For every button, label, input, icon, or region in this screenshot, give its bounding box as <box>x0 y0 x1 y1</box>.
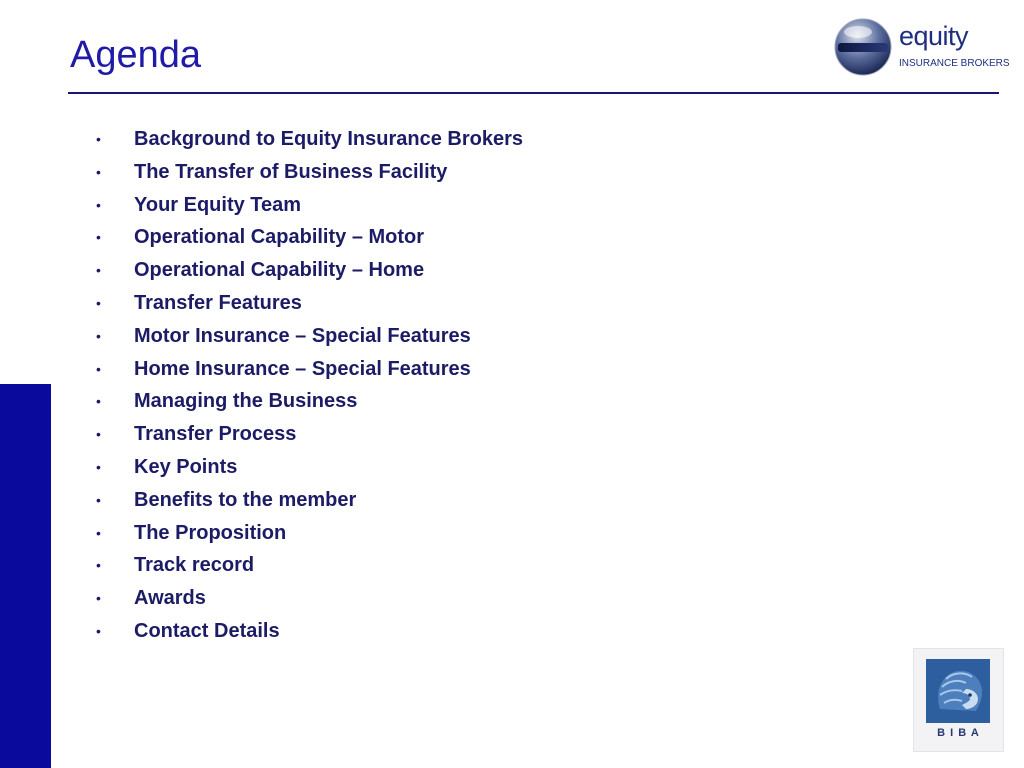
equity-orb-icon <box>834 18 892 76</box>
bullet: • <box>96 163 101 180</box>
agenda-item-text: Motor Insurance – Special Features <box>134 324 471 347</box>
bullet: • <box>96 393 101 410</box>
bullet: • <box>96 262 101 279</box>
agenda-item-text: Awards <box>134 587 206 610</box>
title-divider <box>68 92 999 94</box>
logo-tagline: INSURANCE BROKERS <box>899 58 1010 69</box>
agenda-item-text: Benefits to the member <box>134 488 357 511</box>
page-title: Agenda <box>70 34 202 76</box>
agenda-item-text: Contact Details <box>134 619 280 642</box>
agenda-item-text: Operational Capability – Motor <box>134 226 425 249</box>
bullet: • <box>96 458 101 475</box>
agenda-item-text: Transfer Features <box>134 291 302 314</box>
biba-badge <box>913 648 1004 752</box>
biba-letters: B I B A <box>937 727 980 739</box>
bullet: • <box>96 360 101 377</box>
bullet: • <box>96 327 101 344</box>
bullet: • <box>96 622 101 639</box>
agenda-item-text: Operational Capability – Home <box>134 259 425 282</box>
equity-logo <box>834 18 1010 80</box>
bullet: • <box>96 131 101 147</box>
logo-wordmark: equity <box>899 21 969 51</box>
agenda-item-text: Background to Equity Insurance Brokers <box>134 128 523 150</box>
agenda-item-text: Track record <box>134 554 255 577</box>
agenda-item-text: Managing the Business <box>134 390 358 413</box>
agenda-item-text: Your Equity Team <box>134 193 302 216</box>
agenda-item-text: Home Insurance – Special Features <box>134 357 471 380</box>
agenda-item-text: Key Points <box>134 455 238 478</box>
bullet: • <box>96 590 101 607</box>
bullet: • <box>96 524 101 541</box>
agenda-item-text: The Proposition <box>134 521 287 544</box>
bullet: • <box>96 229 101 246</box>
bullet: • <box>96 557 101 574</box>
bullet: • <box>96 426 101 443</box>
bullet: • <box>96 294 101 311</box>
lion-head-icon <box>926 659 990 723</box>
agenda-item-text: Transfer Process <box>134 423 297 446</box>
left-accent-bar <box>0 384 51 768</box>
bullet: • <box>96 491 101 508</box>
agenda-item-text: The Transfer of Business Facility <box>134 160 448 183</box>
bullet: • <box>96 196 101 213</box>
